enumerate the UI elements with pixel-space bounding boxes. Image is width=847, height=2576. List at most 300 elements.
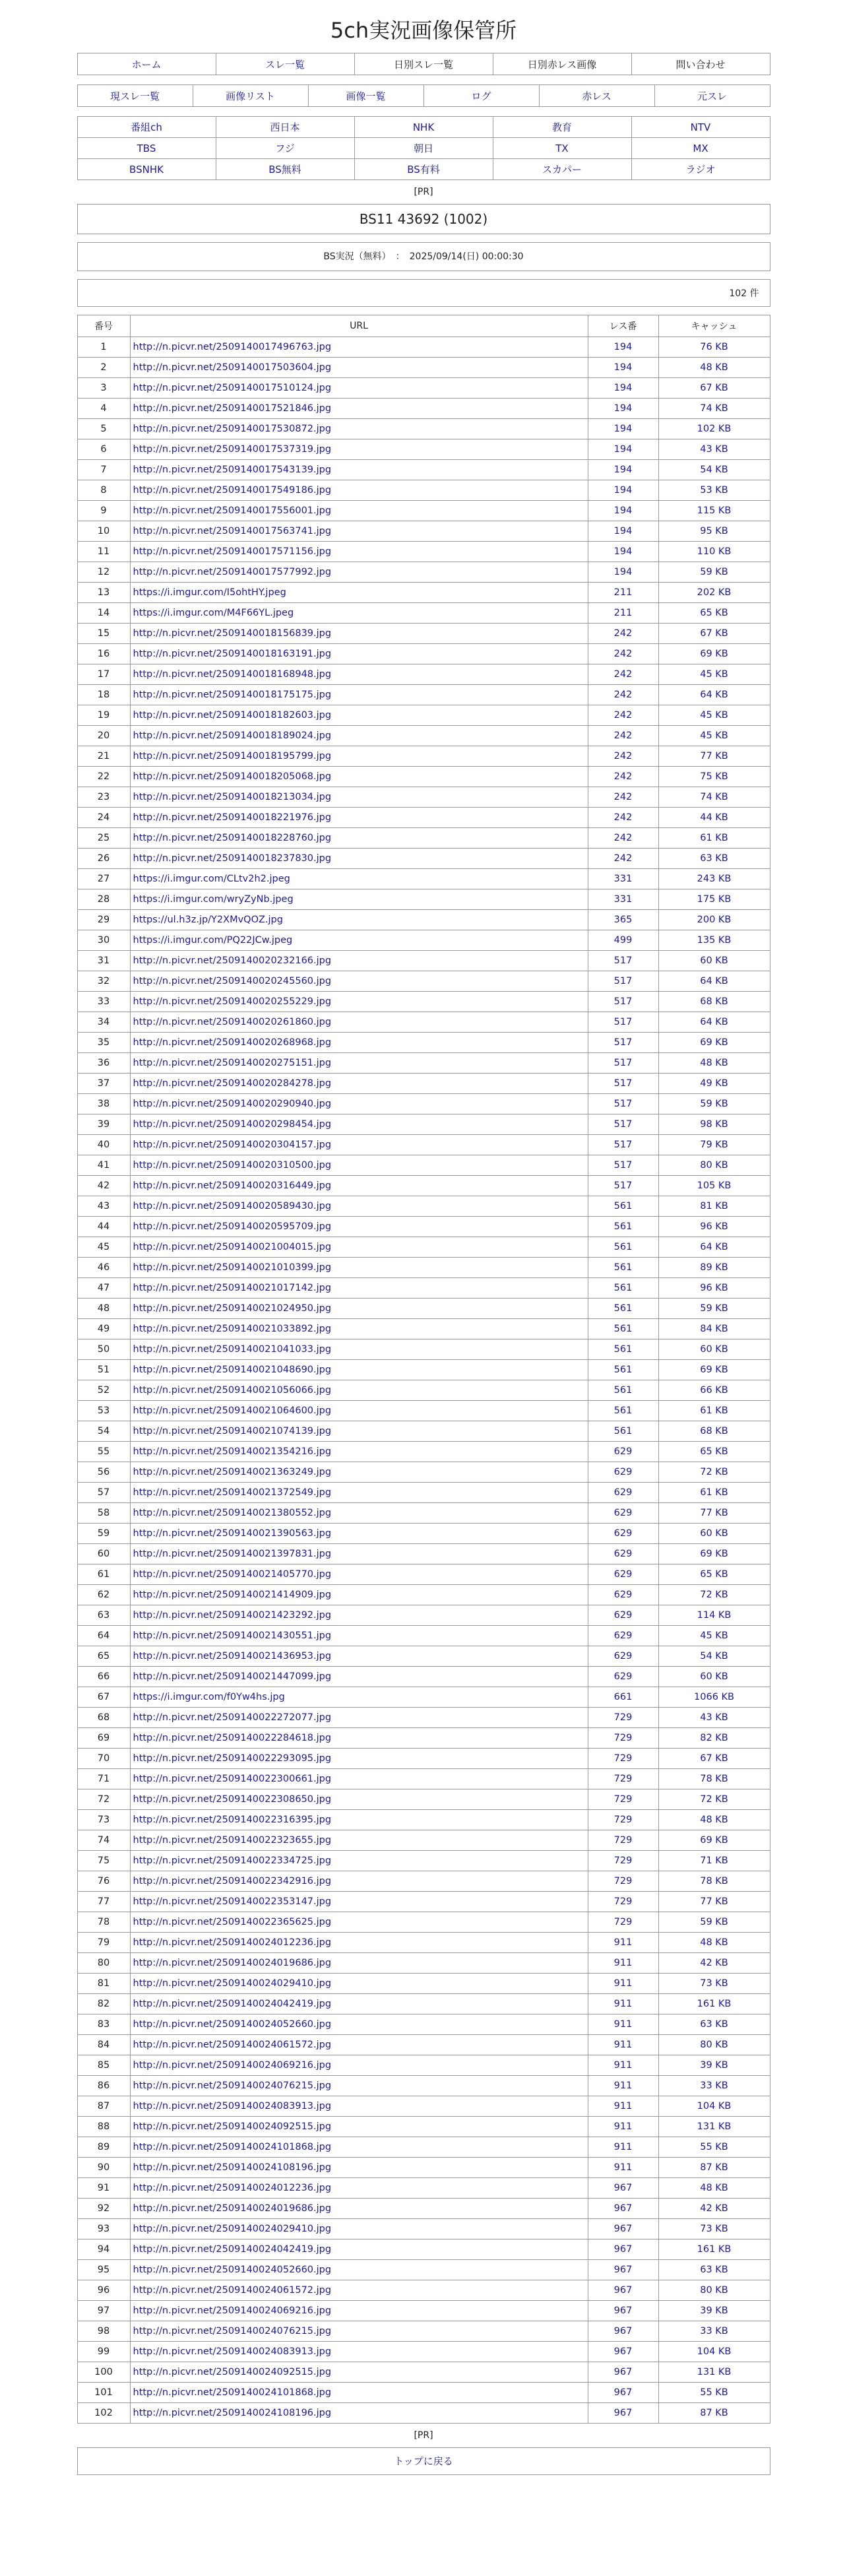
board-item-link[interactable]: NHK: [412, 121, 435, 133]
board-item-link[interactable]: BS有料: [407, 164, 440, 176]
row-res-number[interactable]: 911: [588, 2117, 658, 2137]
row-res-number[interactable]: 911: [588, 2055, 658, 2076]
image-url-link[interactable]: http://n.picvr.net/2509140018221976.jpg: [133, 812, 332, 823]
image-url-link[interactable]: http://n.picvr.net/2509140018237830.jpg: [133, 853, 332, 864]
row-cache-size[interactable]: 39 KB: [658, 2055, 770, 2076]
image-url-link[interactable]: http://n.picvr.net/2509140018168948.jpg: [133, 669, 332, 680]
image-url-link[interactable]: http://n.picvr.net/2509140022365625.jpg: [133, 1917, 332, 1927]
row-cache-size[interactable]: 105 KB: [658, 1176, 770, 1196]
row-res-number[interactable]: 629: [588, 1462, 658, 1483]
row-res-number[interactable]: 967: [588, 2219, 658, 2239]
row-cache-size[interactable]: 33 KB: [658, 2321, 770, 2342]
row-cache-size[interactable]: 55 KB: [658, 2137, 770, 2158]
row-res-number[interactable]: 194: [588, 460, 658, 480]
board-item-link[interactable]: BSNHK: [129, 163, 164, 176]
nav-second-item-link[interactable]: 画像リスト: [226, 90, 275, 102]
image-url-link[interactable]: http://n.picvr.net/2509140021397831.jpg: [133, 1549, 332, 1559]
board-item-link[interactable]: ラジオ: [685, 164, 716, 176]
image-url-link[interactable]: http://n.picvr.net/2509140020316449.jpg: [133, 1180, 332, 1191]
row-res-number[interactable]: 629: [588, 1667, 658, 1687]
row-res-number[interactable]: 194: [588, 337, 658, 358]
row-res-number[interactable]: 517: [588, 1114, 658, 1135]
image-url-link[interactable]: http://n.picvr.net/2509140017510124.jpg: [133, 383, 332, 393]
row-res-number[interactable]: 517: [588, 1094, 658, 1114]
row-res-number[interactable]: 194: [588, 562, 658, 583]
row-cache-size[interactable]: 67 KB: [658, 378, 770, 399]
row-res-number[interactable]: 967: [588, 2301, 658, 2321]
row-cache-size[interactable]: 54 KB: [658, 1646, 770, 1667]
row-res-number[interactable]: 331: [588, 889, 658, 910]
row-res-number[interactable]: 242: [588, 664, 658, 685]
image-url-link[interactable]: http://n.picvr.net/2509140018156839.jpg: [133, 628, 332, 639]
row-cache-size[interactable]: 115 KB: [658, 501, 770, 521]
image-url-link[interactable]: https://i.imgur.com/f0Yw4hs.jpg: [133, 1692, 285, 1702]
row-cache-size[interactable]: 1066 KB: [658, 1687, 770, 1708]
image-url-link[interactable]: http://n.picvr.net/2509140017549186.jpg: [133, 485, 332, 496]
image-url-link[interactable]: http://n.picvr.net/2509140020232166.jpg: [133, 955, 332, 966]
image-url-link[interactable]: http://n.picvr.net/2509140024108196.jpg: [133, 2162, 332, 2173]
row-res-number[interactable]: 911: [588, 2014, 658, 2035]
row-res-number[interactable]: 911: [588, 1994, 658, 2014]
row-res-number[interactable]: 561: [588, 1217, 658, 1237]
board-item-link[interactable]: 朝日: [413, 143, 433, 154]
row-cache-size[interactable]: 77 KB: [658, 1892, 770, 1912]
image-url-link[interactable]: http://n.picvr.net/2509140017577992.jpg: [133, 567, 332, 577]
row-res-number[interactable]: 967: [588, 2239, 658, 2260]
image-url-link[interactable]: https://ul.h3z.jp/Y2XMvQOZ.jpg: [133, 915, 283, 925]
row-res-number[interactable]: 967: [588, 2342, 658, 2362]
row-cache-size[interactable]: 48 KB: [658, 1053, 770, 1074]
image-url-link[interactable]: https://i.imgur.com/wryZyNb.jpeg: [133, 894, 294, 905]
image-url-link[interactable]: http://n.picvr.net/2509140020245560.jpg: [133, 976, 332, 986]
nav-second-item-link[interactable]: 元スレ: [697, 90, 727, 102]
row-res-number[interactable]: 729: [588, 1830, 658, 1851]
row-res-number[interactable]: 967: [588, 2403, 658, 2424]
nav-second-item-link[interactable]: 赤レス: [582, 90, 612, 102]
row-res-number[interactable]: 194: [588, 399, 658, 419]
row-cache-size[interactable]: 61 KB: [658, 828, 770, 849]
row-res-number[interactable]: 194: [588, 501, 658, 521]
row-res-number[interactable]: 967: [588, 2260, 658, 2280]
row-res-number[interactable]: 967: [588, 2280, 658, 2301]
image-url-link[interactable]: http://n.picvr.net/2509140021017142.jpg: [133, 1283, 332, 1293]
row-cache-size[interactable]: 48 KB: [658, 1810, 770, 1830]
nav-top-item-link[interactable]: スレ一覧: [265, 58, 305, 71]
row-cache-size[interactable]: 59 KB: [658, 1299, 770, 1319]
row-res-number[interactable]: 517: [588, 1155, 658, 1176]
row-cache-size[interactable]: 135 KB: [658, 930, 770, 951]
image-url-link[interactable]: http://n.picvr.net/2509140024029410.jpg: [133, 1978, 332, 1989]
image-url-link[interactable]: http://n.picvr.net/2509140017543139.jpg: [133, 465, 332, 475]
row-res-number[interactable]: 561: [588, 1319, 658, 1339]
row-res-number[interactable]: 629: [588, 1442, 658, 1462]
row-res-number[interactable]: 629: [588, 1524, 658, 1544]
row-res-number[interactable]: 194: [588, 378, 658, 399]
row-res-number[interactable]: 194: [588, 480, 658, 501]
image-url-link[interactable]: http://n.picvr.net/2509140018213034.jpg: [133, 792, 332, 802]
row-res-number[interactable]: 561: [588, 1196, 658, 1217]
image-url-link[interactable]: http://n.picvr.net/2509140020284278.jpg: [133, 1078, 332, 1089]
row-cache-size[interactable]: 87 KB: [658, 2403, 770, 2424]
row-cache-size[interactable]: 72 KB: [658, 1789, 770, 1810]
image-url-link[interactable]: http://n.picvr.net/2509140018205068.jpg: [133, 771, 332, 782]
row-res-number[interactable]: 561: [588, 1339, 658, 1360]
row-res-number[interactable]: 911: [588, 2076, 658, 2096]
row-cache-size[interactable]: 73 KB: [658, 2219, 770, 2239]
row-res-number[interactable]: 242: [588, 808, 658, 828]
image-url-link[interactable]: http://n.picvr.net/2509140024108196.jpg: [133, 2408, 332, 2418]
row-cache-size[interactable]: 243 KB: [658, 869, 770, 889]
image-url-link[interactable]: http://n.picvr.net/2509140017496763.jpg: [133, 342, 332, 352]
image-url-link[interactable]: https://i.imgur.com/M4F66YL.jpeg: [133, 608, 294, 618]
row-res-number[interactable]: 517: [588, 1053, 658, 1074]
row-res-number[interactable]: 911: [588, 2035, 658, 2055]
row-cache-size[interactable]: 61 KB: [658, 1401, 770, 1421]
row-res-number[interactable]: 629: [588, 1626, 658, 1646]
board-item-link[interactable]: スカパー: [542, 164, 582, 176]
row-res-number[interactable]: 561: [588, 1278, 658, 1299]
image-url-link[interactable]: http://n.picvr.net/2509140018163191.jpg: [133, 649, 332, 659]
row-cache-size[interactable]: 69 KB: [658, 1033, 770, 1053]
image-url-link[interactable]: http://n.picvr.net/2509140021064600.jpg: [133, 1405, 332, 1416]
row-cache-size[interactable]: 45 KB: [658, 664, 770, 685]
row-res-number[interactable]: 911: [588, 1953, 658, 1974]
image-url-link[interactable]: http://n.picvr.net/2509140020298454.jpg: [133, 1119, 332, 1130]
row-cache-size[interactable]: 175 KB: [658, 889, 770, 910]
row-cache-size[interactable]: 87 KB: [658, 2158, 770, 2178]
image-url-link[interactable]: http://n.picvr.net/2509140021033892.jpg: [133, 1324, 332, 1334]
row-res-number[interactable]: 729: [588, 1851, 658, 1871]
row-res-number[interactable]: 242: [588, 746, 658, 767]
image-url-link[interactable]: http://n.picvr.net/2509140024061572.jpg: [133, 2040, 332, 2050]
image-url-link[interactable]: http://n.picvr.net/2509140021024950.jpg: [133, 1303, 332, 1314]
row-res-number[interactable]: 211: [588, 583, 658, 603]
image-url-link[interactable]: http://n.picvr.net/2509140018182603.jpg: [133, 710, 332, 721]
image-url-link[interactable]: https://i.imgur.com/PQ22JCw.jpeg: [133, 935, 293, 946]
image-url-link[interactable]: http://n.picvr.net/2509140024076215.jpg: [133, 2326, 332, 2336]
image-url-link[interactable]: http://n.picvr.net/2509140024083913.jpg: [133, 2101, 332, 2111]
row-res-number[interactable]: 911: [588, 1933, 658, 1953]
image-url-link[interactable]: http://n.picvr.net/2509140024092515.jpg: [133, 2367, 332, 2377]
row-cache-size[interactable]: 55 KB: [658, 2383, 770, 2403]
image-url-link[interactable]: http://n.picvr.net/2509140018189024.jpg: [133, 730, 332, 741]
row-cache-size[interactable]: 69 KB: [658, 1544, 770, 1564]
row-res-number[interactable]: 242: [588, 767, 658, 787]
board-item-link[interactable]: TBS: [137, 142, 156, 154]
board-item-link[interactable]: フジ: [275, 143, 295, 154]
row-res-number[interactable]: 629: [588, 1544, 658, 1564]
row-cache-size[interactable]: 61 KB: [658, 1483, 770, 1503]
row-cache-size[interactable]: 48 KB: [658, 2178, 770, 2199]
row-cache-size[interactable]: 63 KB: [658, 2014, 770, 2035]
row-cache-size[interactable]: 77 KB: [658, 746, 770, 767]
image-url-link[interactable]: http://n.picvr.net/2509140017503604.jpg: [133, 362, 332, 373]
row-cache-size[interactable]: 96 KB: [658, 1217, 770, 1237]
row-res-number[interactable]: 967: [588, 2321, 658, 2342]
image-url-link[interactable]: http://n.picvr.net/2509140020290940.jpg: [133, 1099, 332, 1109]
image-url-link[interactable]: http://n.picvr.net/2509140024012236.jpg: [133, 2183, 332, 2193]
row-cache-size[interactable]: 64 KB: [658, 971, 770, 992]
row-cache-size[interactable]: 43 KB: [658, 439, 770, 460]
row-cache-size[interactable]: 200 KB: [658, 910, 770, 930]
row-cache-size[interactable]: 77 KB: [658, 1503, 770, 1524]
row-cache-size[interactable]: 89 KB: [658, 1258, 770, 1278]
image-url-link[interactable]: http://n.picvr.net/2509140020275151.jpg: [133, 1058, 332, 1068]
image-url-link[interactable]: http://n.picvr.net/2509140021423292.jpg: [133, 1610, 332, 1621]
board-item-link[interactable]: BS無料: [268, 164, 301, 176]
row-cache-size[interactable]: 75 KB: [658, 767, 770, 787]
row-cache-size[interactable]: 60 KB: [658, 1667, 770, 1687]
row-cache-size[interactable]: 59 KB: [658, 1912, 770, 1933]
image-url-link[interactable]: http://n.picvr.net/2509140020255229.jpg: [133, 996, 332, 1007]
image-url-link[interactable]: http://n.picvr.net/2509140024029410.jpg: [133, 2224, 332, 2234]
row-res-number[interactable]: 629: [588, 1503, 658, 1524]
image-url-link[interactable]: http://n.picvr.net/2509140022293095.jpg: [133, 1753, 332, 1764]
image-url-link[interactable]: https://i.imgur.com/CLtv2h2.jpeg: [133, 874, 290, 884]
row-res-number[interactable]: 517: [588, 951, 658, 971]
row-cache-size[interactable]: 202 KB: [658, 583, 770, 603]
image-url-link[interactable]: http://n.picvr.net/2509140020268968.jpg: [133, 1037, 332, 1048]
image-url-link[interactable]: http://n.picvr.net/2509140021363249.jpg: [133, 1467, 332, 1477]
image-url-link[interactable]: http://n.picvr.net/2509140021436953.jpg: [133, 1651, 332, 1661]
bottom-pr-label[interactable]: [PR]: [414, 2430, 433, 2441]
image-url-link[interactable]: http://n.picvr.net/2509140017521846.jpg: [133, 403, 332, 414]
image-url-link[interactable]: http://n.picvr.net/2509140024101868.jpg: [133, 2142, 332, 2152]
image-url-link[interactable]: http://n.picvr.net/2509140024092515.jpg: [133, 2121, 332, 2132]
row-cache-size[interactable]: 63 KB: [658, 2260, 770, 2280]
row-res-number[interactable]: 629: [588, 1483, 658, 1503]
row-res-number[interactable]: 729: [588, 1871, 658, 1892]
row-res-number[interactable]: 517: [588, 1012, 658, 1033]
image-url-link[interactable]: http://n.picvr.net/2509140021390563.jpg: [133, 1528, 332, 1539]
row-res-number[interactable]: 211: [588, 603, 658, 624]
row-cache-size[interactable]: 74 KB: [658, 787, 770, 808]
row-res-number[interactable]: 629: [588, 1646, 658, 1667]
row-cache-size[interactable]: 64 KB: [658, 1012, 770, 1033]
row-cache-size[interactable]: 79 KB: [658, 1135, 770, 1155]
row-res-number[interactable]: 517: [588, 1135, 658, 1155]
row-cache-size[interactable]: 65 KB: [658, 1564, 770, 1585]
row-res-number[interactable]: 242: [588, 787, 658, 808]
board-item-link[interactable]: NTV: [690, 121, 711, 133]
row-cache-size[interactable]: 131 KB: [658, 2362, 770, 2383]
row-cache-size[interactable]: 45 KB: [658, 705, 770, 726]
board-item-link[interactable]: MX: [693, 142, 708, 154]
row-cache-size[interactable]: 74 KB: [658, 399, 770, 419]
row-cache-size[interactable]: 60 KB: [658, 1524, 770, 1544]
row-cache-size[interactable]: 60 KB: [658, 951, 770, 971]
image-url-link[interactable]: http://n.picvr.net/2509140017530872.jpg: [133, 424, 332, 434]
row-res-number[interactable]: 194: [588, 419, 658, 439]
row-cache-size[interactable]: 80 KB: [658, 2035, 770, 2055]
row-res-number[interactable]: 365: [588, 910, 658, 930]
row-cache-size[interactable]: 65 KB: [658, 603, 770, 624]
row-cache-size[interactable]: 68 KB: [658, 992, 770, 1012]
image-url-link[interactable]: http://n.picvr.net/2509140022272077.jpg: [133, 1712, 332, 1723]
row-cache-size[interactable]: 69 KB: [658, 1830, 770, 1851]
row-res-number[interactable]: 242: [588, 685, 658, 705]
row-res-number[interactable]: 561: [588, 1421, 658, 1442]
image-url-link[interactable]: http://n.picvr.net/2509140021414909.jpg: [133, 1590, 332, 1600]
nav-top-item-link[interactable]: ホーム: [131, 58, 162, 71]
image-url-link[interactable]: http://n.picvr.net/2509140024069216.jpg: [133, 2305, 332, 2316]
image-url-link[interactable]: http://n.picvr.net/2509140020589430.jpg: [133, 1201, 332, 1211]
row-res-number[interactable]: 967: [588, 2199, 658, 2219]
image-url-link[interactable]: http://n.picvr.net/2509140022308650.jpg: [133, 1794, 332, 1805]
row-res-number[interactable]: 629: [588, 1564, 658, 1585]
image-url-link[interactable]: http://n.picvr.net/2509140021372549.jpg: [133, 1487, 332, 1498]
image-url-link[interactable]: http://n.picvr.net/2509140024052660.jpg: [133, 2265, 332, 2275]
row-res-number[interactable]: 242: [588, 849, 658, 869]
image-url-link[interactable]: http://n.picvr.net/2509140017571156.jpg: [133, 546, 332, 557]
row-cache-size[interactable]: 48 KB: [658, 1933, 770, 1953]
row-cache-size[interactable]: 54 KB: [658, 460, 770, 480]
row-cache-size[interactable]: 64 KB: [658, 1237, 770, 1258]
image-url-link[interactable]: http://n.picvr.net/2509140024061572.jpg: [133, 2285, 332, 2296]
image-url-link[interactable]: http://n.picvr.net/2509140017537319.jpg: [133, 444, 332, 455]
image-url-link[interactable]: http://n.picvr.net/2509140021004015.jpg: [133, 1242, 332, 1252]
row-res-number[interactable]: 194: [588, 521, 658, 542]
nav-second-item-link[interactable]: 現スレ一覧: [110, 90, 160, 102]
row-cache-size[interactable]: 69 KB: [658, 1360, 770, 1380]
image-url-link[interactable]: http://n.picvr.net/2509140021041033.jpg: [133, 1344, 332, 1355]
row-cache-size[interactable]: 78 KB: [658, 1871, 770, 1892]
row-res-number[interactable]: 561: [588, 1360, 658, 1380]
row-res-number[interactable]: 194: [588, 439, 658, 460]
row-res-number[interactable]: 561: [588, 1401, 658, 1421]
row-res-number[interactable]: 911: [588, 1974, 658, 1994]
image-url-link[interactable]: http://n.picvr.net/2509140022316395.jpg: [133, 1815, 332, 1825]
row-res-number[interactable]: 517: [588, 1176, 658, 1196]
back-to-top-link[interactable]: トップに戻る: [394, 2455, 453, 2467]
row-cache-size[interactable]: 96 KB: [658, 1278, 770, 1299]
image-url-link[interactable]: http://n.picvr.net/2509140021380552.jpg: [133, 1508, 332, 1518]
row-cache-size[interactable]: 69 KB: [658, 644, 770, 664]
row-cache-size[interactable]: 65 KB: [658, 1442, 770, 1462]
row-cache-size[interactable]: 72 KB: [658, 1585, 770, 1605]
row-cache-size[interactable]: 104 KB: [658, 2096, 770, 2117]
row-res-number[interactable]: 729: [588, 1769, 658, 1789]
row-cache-size[interactable]: 80 KB: [658, 1155, 770, 1176]
row-res-number[interactable]: 911: [588, 2158, 658, 2178]
image-url-link[interactable]: http://n.picvr.net/2509140018195799.jpg: [133, 751, 332, 761]
image-url-link[interactable]: https://i.imgur.com/I5ohtHY.jpeg: [133, 587, 286, 598]
row-cache-size[interactable]: 76 KB: [658, 337, 770, 358]
row-res-number[interactable]: 911: [588, 2137, 658, 2158]
row-cache-size[interactable]: 33 KB: [658, 2076, 770, 2096]
image-url-link[interactable]: http://n.picvr.net/2509140024052660.jpg: [133, 2019, 332, 2030]
row-res-number[interactable]: 242: [588, 624, 658, 644]
image-url-link[interactable]: http://n.picvr.net/2509140021354216.jpg: [133, 1446, 332, 1457]
image-url-link[interactable]: http://n.picvr.net/2509140021447099.jpg: [133, 1671, 332, 1682]
row-res-number[interactable]: 331: [588, 869, 658, 889]
row-res-number[interactable]: 561: [588, 1237, 658, 1258]
row-cache-size[interactable]: 48 KB: [658, 358, 770, 378]
row-cache-size[interactable]: 98 KB: [658, 1114, 770, 1135]
row-res-number[interactable]: 729: [588, 1728, 658, 1749]
image-url-link[interactable]: http://n.picvr.net/2509140024042419.jpg: [133, 2244, 332, 2255]
image-url-link[interactable]: http://n.picvr.net/2509140017563741.jpg: [133, 526, 332, 536]
image-url-link[interactable]: http://n.picvr.net/2509140020261860.jpg: [133, 1017, 332, 1027]
row-res-number[interactable]: 517: [588, 971, 658, 992]
row-cache-size[interactable]: 44 KB: [658, 808, 770, 828]
row-cache-size[interactable]: 161 KB: [658, 1994, 770, 2014]
pr-label[interactable]: [PR]: [414, 187, 433, 197]
row-cache-size[interactable]: 68 KB: [658, 1421, 770, 1442]
image-url-link[interactable]: http://n.picvr.net/2509140022300661.jpg: [133, 1774, 332, 1784]
row-cache-size[interactable]: 49 KB: [658, 1074, 770, 1094]
row-res-number[interactable]: 629: [588, 1585, 658, 1605]
nav-second-item-link[interactable]: 画像一覧: [346, 90, 386, 102]
image-url-link[interactable]: http://n.picvr.net/2509140022334725.jpg: [133, 1855, 332, 1866]
row-res-number[interactable]: 561: [588, 1299, 658, 1319]
row-cache-size[interactable]: 64 KB: [658, 685, 770, 705]
board-item-link[interactable]: 番組ch: [131, 121, 162, 133]
row-cache-size[interactable]: 80 KB: [658, 2280, 770, 2301]
row-res-number[interactable]: 661: [588, 1687, 658, 1708]
row-cache-size[interactable]: 81 KB: [658, 1196, 770, 1217]
row-cache-size[interactable]: 67 KB: [658, 1749, 770, 1769]
row-res-number[interactable]: 517: [588, 992, 658, 1012]
row-cache-size[interactable]: 42 KB: [658, 1953, 770, 1974]
image-url-link[interactable]: http://n.picvr.net/2509140020304157.jpg: [133, 1140, 332, 1150]
image-url-link[interactable]: http://n.picvr.net/2509140024083913.jpg: [133, 2346, 332, 2357]
image-url-link[interactable]: http://n.picvr.net/2509140021405770.jpg: [133, 1569, 332, 1580]
image-url-link[interactable]: http://n.picvr.net/2509140024019686.jpg: [133, 1958, 332, 1968]
row-res-number[interactable]: 911: [588, 2096, 658, 2117]
image-url-link[interactable]: http://n.picvr.net/2509140022353147.jpg: [133, 1896, 332, 1907]
row-res-number[interactable]: 967: [588, 2383, 658, 2403]
image-url-link[interactable]: http://n.picvr.net/2509140024019686.jpg: [133, 2203, 332, 2214]
row-cache-size[interactable]: 95 KB: [658, 521, 770, 542]
row-res-number[interactable]: 242: [588, 705, 658, 726]
row-res-number[interactable]: 242: [588, 644, 658, 664]
row-cache-size[interactable]: 78 KB: [658, 1769, 770, 1789]
row-cache-size[interactable]: 53 KB: [658, 480, 770, 501]
image-url-link[interactable]: http://n.picvr.net/2509140018228760.jpg: [133, 833, 332, 843]
image-url-link[interactable]: http://n.picvr.net/2509140021048690.jpg: [133, 1365, 332, 1375]
row-cache-size[interactable]: 102 KB: [658, 419, 770, 439]
row-res-number[interactable]: 242: [588, 828, 658, 849]
row-cache-size[interactable]: 104 KB: [658, 2342, 770, 2362]
image-url-link[interactable]: http://n.picvr.net/2509140022323655.jpg: [133, 1835, 332, 1846]
row-res-number[interactable]: 194: [588, 358, 658, 378]
row-res-number[interactable]: 194: [588, 542, 658, 562]
row-res-number[interactable]: 967: [588, 2362, 658, 2383]
row-res-number[interactable]: 729: [588, 1892, 658, 1912]
row-res-number[interactable]: 729: [588, 1789, 658, 1810]
image-url-link[interactable]: http://n.picvr.net/2509140021010399.jpg: [133, 1262, 332, 1273]
row-cache-size[interactable]: 84 KB: [658, 1319, 770, 1339]
image-url-link[interactable]: http://n.picvr.net/2509140021074139.jpg: [133, 1426, 332, 1436]
row-res-number[interactable]: 729: [588, 1810, 658, 1830]
image-url-link[interactable]: http://n.picvr.net/2509140020595709.jpg: [133, 1221, 332, 1232]
row-cache-size[interactable]: 114 KB: [658, 1605, 770, 1626]
row-cache-size[interactable]: 45 KB: [658, 726, 770, 746]
row-res-number[interactable]: 561: [588, 1258, 658, 1278]
row-res-number[interactable]: 242: [588, 726, 658, 746]
row-res-number[interactable]: 499: [588, 930, 658, 951]
image-url-link[interactable]: http://n.picvr.net/2509140024076215.jpg: [133, 2080, 332, 2091]
row-cache-size[interactable]: 43 KB: [658, 1708, 770, 1728]
row-cache-size[interactable]: 161 KB: [658, 2239, 770, 2260]
row-cache-size[interactable]: 60 KB: [658, 1339, 770, 1360]
row-res-number[interactable]: 729: [588, 1912, 658, 1933]
image-url-link[interactable]: http://n.picvr.net/2509140024042419.jpg: [133, 1999, 332, 2009]
row-res-number[interactable]: 561: [588, 1380, 658, 1401]
row-cache-size[interactable]: 39 KB: [658, 2301, 770, 2321]
row-cache-size[interactable]: 66 KB: [658, 1380, 770, 1401]
